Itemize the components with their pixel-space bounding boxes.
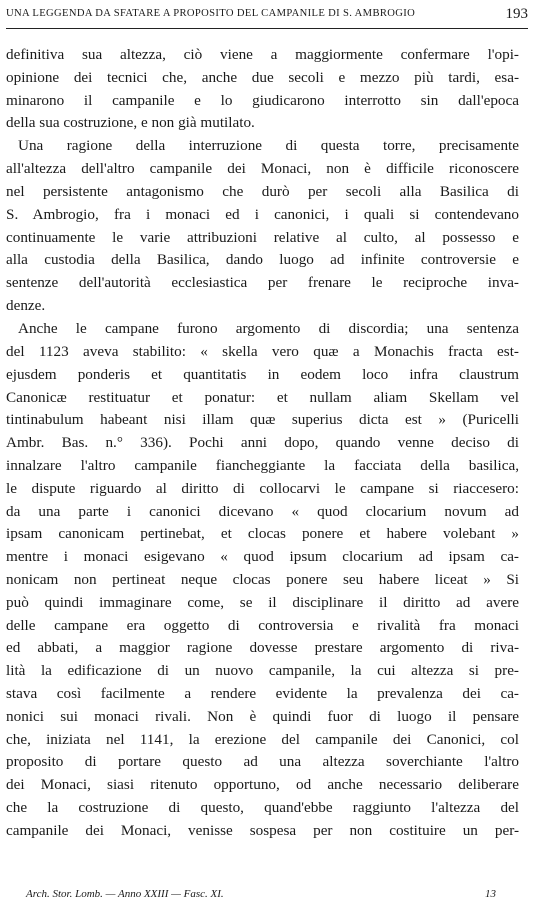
text-line: tintinabulum habeant nisi illam quæ superius dicta est » (Puricelli <box>6 411 519 429</box>
journal-signature: Arch. Stor. Lomb. — Anno XXIII — Fasc. XI. <box>26 888 224 900</box>
body-text <box>6 44 519 842</box>
text-line: Una ragione della interruzione di questa torre, precisamente <box>18 137 519 155</box>
text-line: opinione dei tecnici che, anche due secoli e mezzo più tardi, esa- <box>6 68 519 86</box>
text-line: della sua costruzione, e non già mutilato. <box>6 114 255 132</box>
text-line: nonicam non pertineat neque clocas ponere seu habere liceat » Si <box>6 570 519 588</box>
text-line: alla custodia della Basilica, dando luogo ad infinite controversie e <box>6 251 519 269</box>
text-line: S. Ambrogio, fra i monaci ed i canonici, i quali si contendevano <box>6 205 519 223</box>
text-line: proposito di portare questo ad una altezza soverchiante l'altro <box>6 753 519 771</box>
page-number: 193 <box>505 6 528 22</box>
text-line: lità la edificazione di un nuovo campanile, la cui altezza si pre- <box>6 662 519 680</box>
text-line: Anche le campane furono argomento di discordia; una sentenza <box>18 320 519 338</box>
folio-number: 13 <box>485 888 496 900</box>
text-line: definitiva sua altezza, ciò viene a maggiormente confermare l'opi- <box>6 46 519 63</box>
text-line: sentenze dell'autorità ecclesiastica per frenare le reciproche inva- <box>6 274 519 292</box>
page-header <box>6 6 528 29</box>
text-line: da una parte i canonici dicevano « quod clocarium novum ad <box>6 502 519 520</box>
text-line: nonici sui monaci rivali. Non è quindi fuor di luogo il pensare <box>6 707 519 725</box>
text-line: minarono il campanile e lo giudicarono interrotto sin dall'epoca <box>6 91 519 109</box>
text-line: continuamente le varie attribuzioni relative al culto, al possesso e <box>6 228 519 246</box>
text-line: innalzare l'altro campanile fiancheggiante la facciata della basilica, <box>6 456 519 474</box>
running-title: UNA LEGGENDA DA SFATARE A PROPOSITO DEL CAMPANILE DI S. AMBROGIO <box>6 8 416 19</box>
text-line: denze. <box>6 297 46 315</box>
text-line: stava così facilmente a rendere evidente la prevalenza dei ca- <box>6 684 519 702</box>
text-line: mentre i monaci esigevano « quod ipsum clocarium ad ipsam ca- <box>6 548 519 566</box>
text-line: all'altezza dell'altro campanile dei Monaci, non è difficile riconoscere <box>6 160 519 178</box>
text-line: campanile dei Monaci, venisse sospesa per non costituire un per- <box>6 821 519 839</box>
text-line: può quindi immaginare come, se il disciplinare il diritto ad avere <box>6 593 519 611</box>
page-footer <box>26 888 496 906</box>
text-line: Canonicæ restituatur et ponatur: et nullam aliam Skellam vel <box>6 388 519 406</box>
text-line: delle campane era oggetto di controversia e rivalità fra monaci <box>6 616 519 634</box>
text-line: ipsam canonicam pertinebat, et clocas ponere et habere volebant » <box>6 525 519 543</box>
text-line: le dispute riguardo al diritto di collocarvi le campane si riaccesero: <box>6 479 519 497</box>
text-line: che, iniziata nel 1141, la erezione del campanile dei Canonici, col <box>6 730 519 748</box>
text-line: del 1123 aveva stabilito: « skella vero quæ a Monachis fracta est- <box>6 342 519 360</box>
text-line: che la costruzione di questo, quand'ebbe raggiunto l'altezza del <box>6 798 519 816</box>
text-line: Ambr. Bas. n.° 336). Pochi anni dopo, quando venne deciso di <box>6 434 519 452</box>
text-line: nel persistente antagonismo che durò per secoli alla Basilica di <box>6 183 519 201</box>
text-line: ejusdem ponderis et quantitatis in eodem loco infra claustrum <box>6 365 519 383</box>
text-line: dei Monaci, siasi ritenuto opportuno, od anche necessario deliberare <box>6 776 519 794</box>
text-line: ed abbati, a maggior ragione dovesse prestare argomento di riva- <box>6 639 519 657</box>
